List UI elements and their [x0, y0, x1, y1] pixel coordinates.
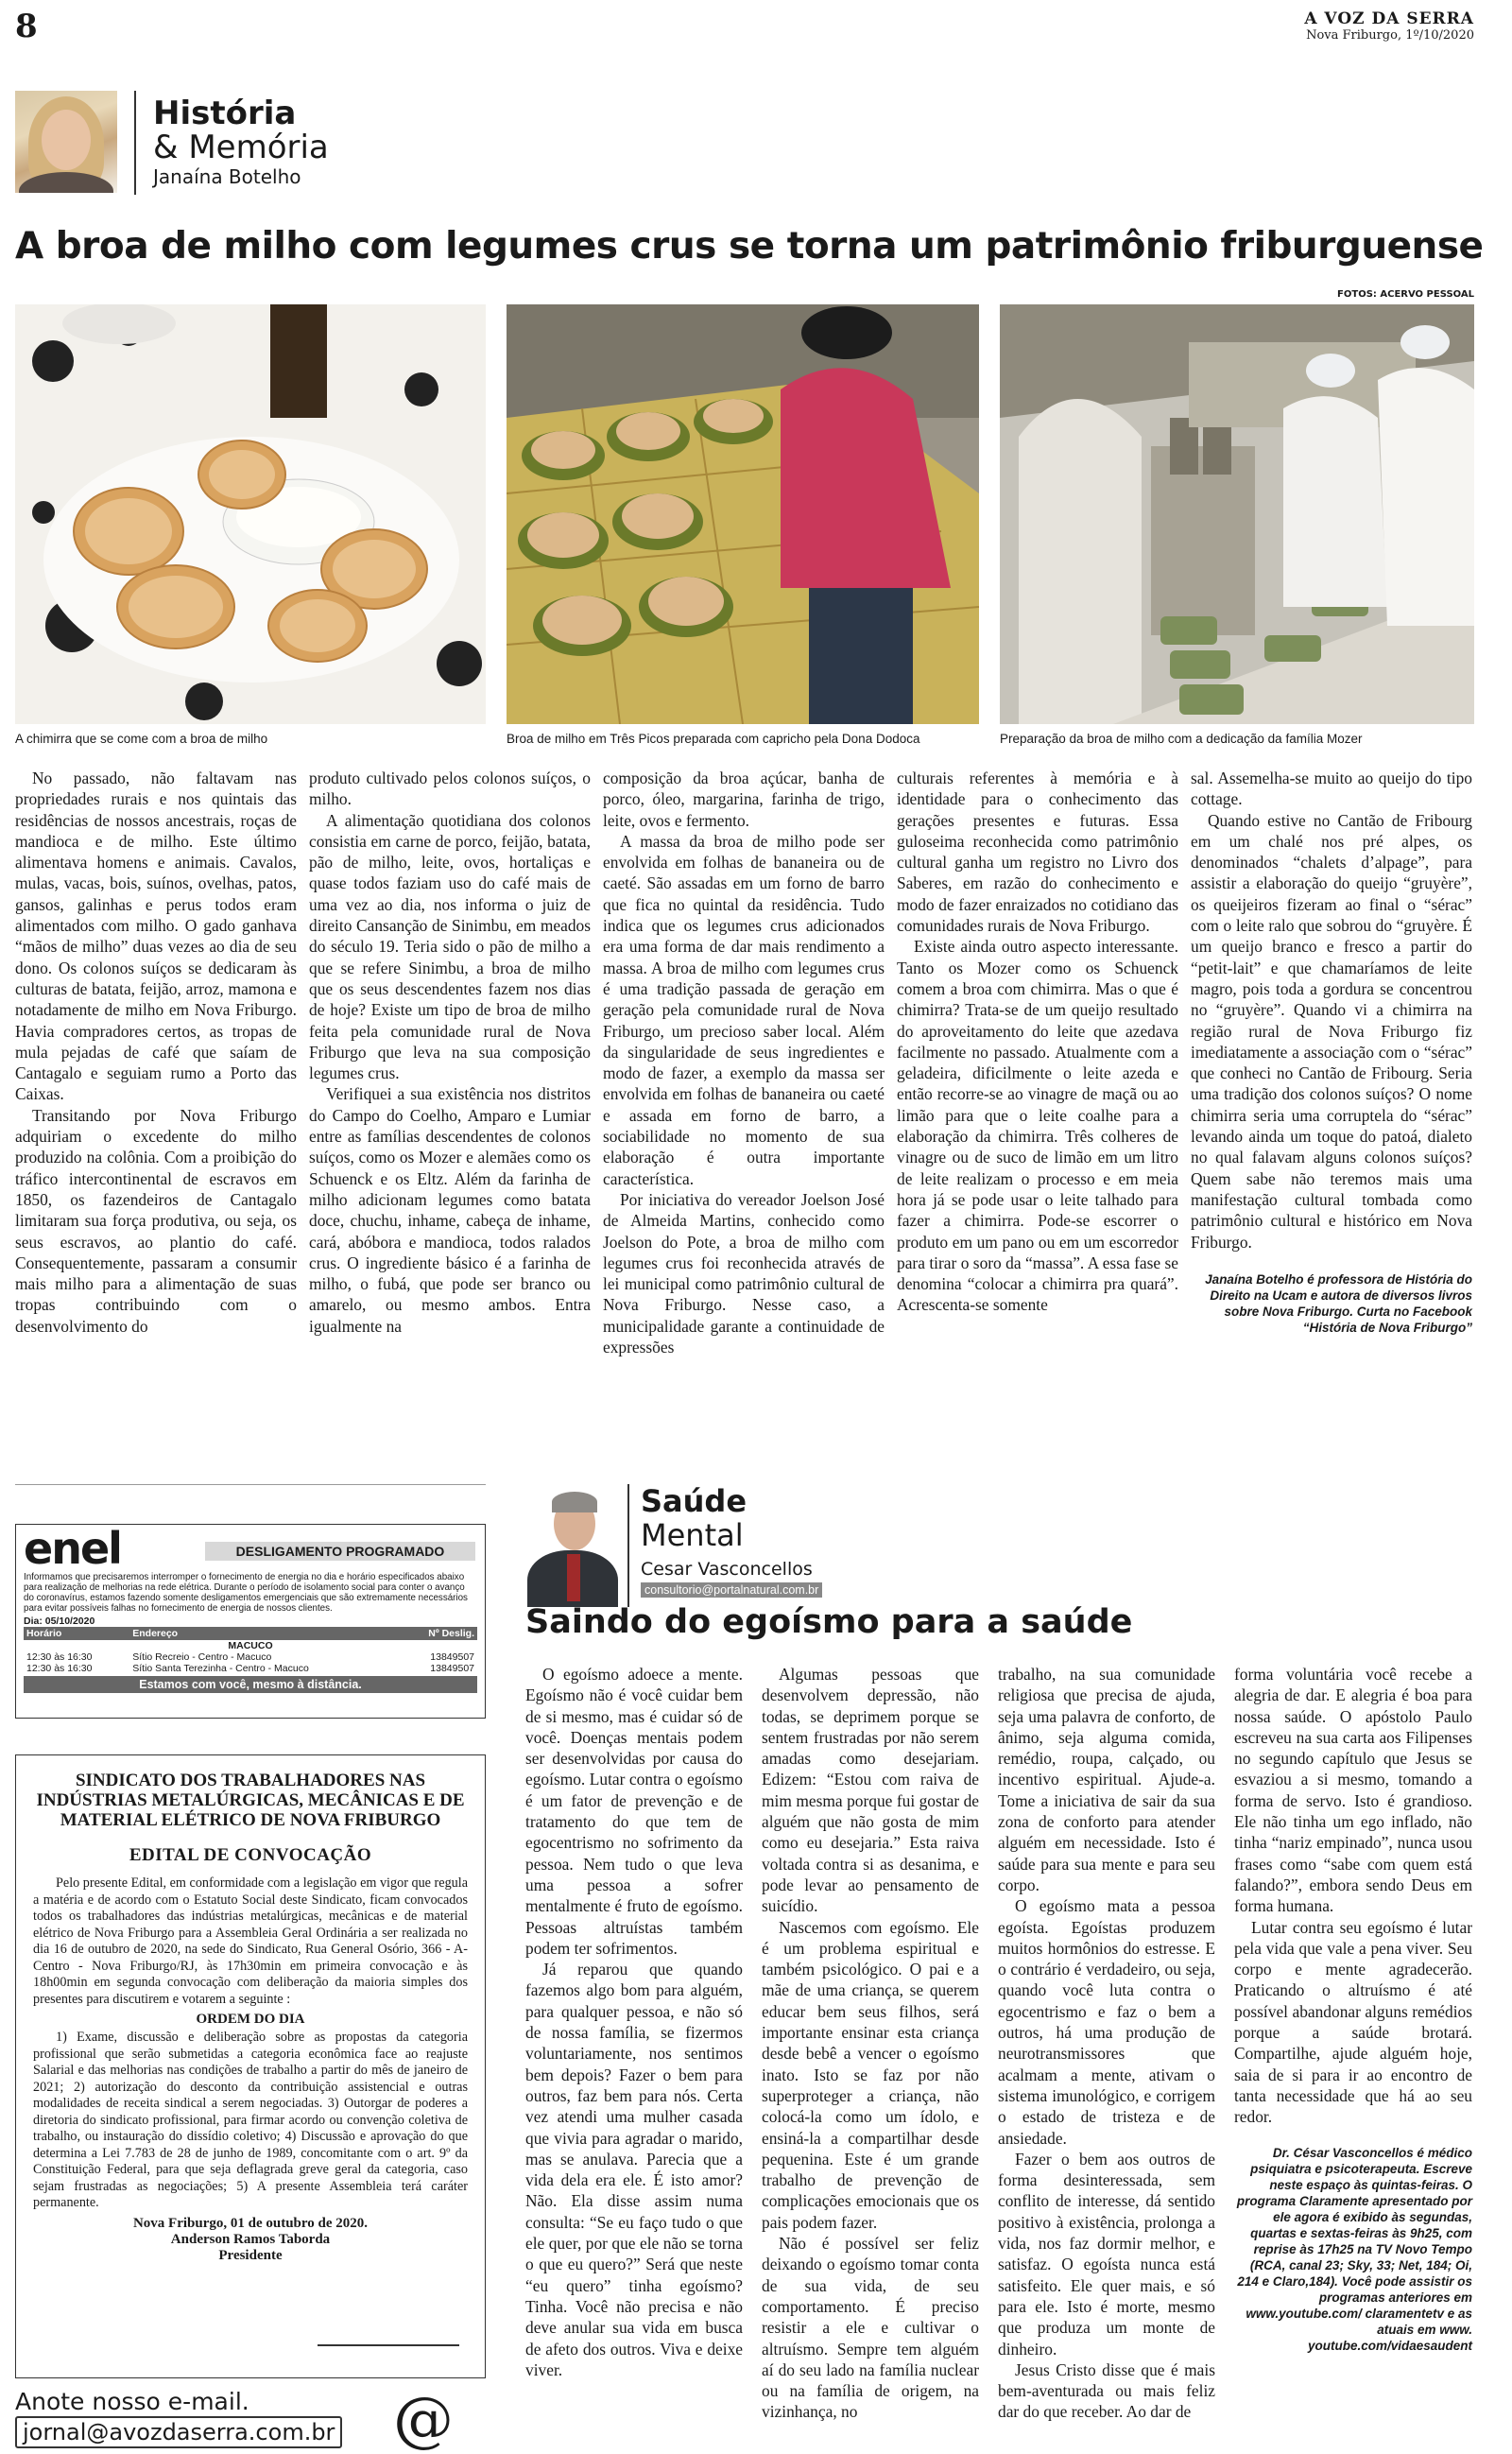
paragraph: Não é possível ser feliz deixando o egoísmo tomar conta de sua vida, de seu comportamento. É preciso resistir a ele e cultivar o altruísmo. Sempre tem alguém aí do seu lado na família nuclear ou na família de origem, na vizinhança, no [762, 2234, 979, 2422]
enel-time: 12:30 às 16:30 [26, 1651, 93, 1663]
paragraph: Já reparou que quando fazemos algo bom para alguém, para qualquer pessoa, e não só de nossa família, se fizermos voluntariamente, nos sentimos bem depois? Fazer o bem para outros, faz bem para nós. Certa vez atendi uma mulher casada que vivia para agradar o marido, mas se anulava. Parecia que a vida dela era ele. É isto amor? Não. Ela disse assim numa consulta: “Se eu faço tudo o que ele quer, por que ele não se torna o que eu quero?” Será que neste “eu quero” tinha egoísmo? Tinha. Você não precisa e não deve anular sua vida em busca de afeto dos outros. Viva e deixe viver. [525, 1960, 743, 2379]
column-title [134, 91, 329, 195]
article-column-2 [309, 768, 591, 1337]
paragraph: Existe ainda outro aspecto interessante. Tanto os Mozer como os Schuenck comem a broa com chimirra. Mas o que é chimirra? Trata-se de um queijo resultado do aproveitamento do leite que azedava facilmente no passado. Atualmente com a geladeira, dificilmente o leite azeda e então recorre-se ao vinagre de maçã ou ao limão para que o leite coalhe para a elaboração da chimirra. Três colheres de vinagre ou de suco de limão em um litro de leite realizam o processo e em meia hora já se pode usar o leite talhado para fazer a chimirra. Pode-se escorrer o produto em um pano ou em um escorredor para tirar o soro da “massa”. A essa fase se denomina “colocar a chimirra pra quará”. Acrescenta-se somente [897, 937, 1178, 1315]
enel-time: 12:30 às 16:30 [26, 1663, 93, 1674]
photo-tres-picos [507, 304, 979, 724]
saude-column-2 [762, 1664, 979, 2423]
paragraph: A alimentação quotidiana dos colonos consistia em carne de porco, feijão, batata, pão de milho, leite, ovos, hortaliças e quase todos faziam uso do café mais de uma vez ao dia, nos informa o juiz de direito Cansanção de Sinimbu, em meados do século 19. Teria sido o pão de milho a que se refere Sinimbu, a broa de milho que os seus descendentes fazem nos dias de hoje? Existe um tipo de broa de milho feita pela comunidade rural de Nova Friburgo que leva na sua composição legumes crus. [309, 810, 591, 1083]
photo-chimirra [15, 304, 486, 724]
edital-body: Pelo presente Edital, em conformidade com a legislação em vigor que regula a matéria e de acordo com o Estatuto Social deste Sindicato, ficam convocados todos os trabalhadores das indústrias metalúrgicas, mecânicas e de material elétrico de Nova Friburgo para a Assembleia Geral Ordinária a ser realizada no dia 16 de outubro de 2020, na sede do Sindicato, Rua General Osório, 366 - A- Centro - Nova Friburgo/RJ, às 17h30min em primeira convocação e às 18h00min em segunda convocação com deliberação da maioria simples dos presentes para discutirem e votarem a seguinte : [33, 1875, 468, 2007]
saude-headline: Saindo do egoísmo para a saúde [525, 1603, 1133, 1641]
saude-author-bio: Dr. César Vasconcellos é médico psiquiatra e psicoterapeuta. Escreve neste espaço às quintas-feiras. O programa Claramente apresentado por ele agora é exibido às segundas, quartas e sextas-feiras às 9h25, com reprise às 17h25 na TV Novo Tempo (RCA, canal 23; Sky, 33; Net, 184; Oi, 214 e Claro,184). Você pode assistir os programas anteriores em www.youtube.com/ claramentetv e as atuais em www. youtube.com/vidaesaudent [1236, 2145, 1472, 2353]
photo-credit: FOTOS: ACERVO PESSOAL [1337, 289, 1474, 300]
paragraph: O egoísmo mata a pessoa egoísta. Egoístas produzem muitos hormônios do estresse. E o contrário é verdadeiro, ou seja, quando você luta contra o egocentrismo e faz o bem a outros, há uma produção de neurotransmissores que acalmam a mente, ativam o sistema imunológico, e corrigem o estado de tristeza e de ansiedade. [998, 1896, 1215, 2148]
saude-column-1 [525, 1664, 743, 2380]
photo-caption-2: Broa de milho em Três Picos preparada com capricho pela Dona Dodoca [507, 732, 920, 746]
author-bio: Janaína Botelho é professora de História do Direito na Ucam e autora de diversos livros sobre Nova Friburgo. Curta no Facebook “História de Nova Friburgo” [1205, 1271, 1472, 1335]
saude-column-title [627, 1484, 822, 1607]
sindicato-header: SINDICATO DOS TRABALHADORES NAS INDÚSTRIAS METALÚRGICAS, MECÂNICAS E DE MATERIAL ELÉTRICO DE NOVA FRIBURGO [36, 1771, 465, 1830]
paragraph: No passado, não faltavam nas propriedades rurais e nos quintais das residências de nossos ancestrais, roças de mandioca e de milho. Este último alimentava homens e animais. Cavalos, mulas, vacas, bois, suínos, ovelhas, patos, gansos, galinhas e perus todos eram alimentados com milho. O gado ganhava “mãos de milho” duas vezes ao dia de seu dono. Os colonos suíços se dedicaram às culturas de batata, feijão, arroz, mamona e notadamente de milho em Nova Friburgo. Havia compradores certos, as tropas de mula pejadas de café que saíam de Cantagalo e seguiam rumo a Porto das Caixas. [15, 769, 297, 1104]
author-portrait [525, 1484, 620, 1607]
paragraph: Algumas pessoas que desenvolvem depressão, não todas, se deprimem porque se sentem frustradas por não serem amadas como desejariam. Edizem: “Estou com raiva de mim mesma porque fui gostar de alguém que não gosta de mim como eu desejaria.” Esta raiva voltada contra si as desanima, e pode levar ao pensamento de suicídio. [762, 1665, 979, 1916]
column-author: Janaína Botelho [153, 165, 301, 188]
enel-number: 13849507 [430, 1663, 474, 1674]
enel-notice [15, 1524, 486, 1719]
enel-title: DESLIGAMENTO PROGRAMADO [205, 1542, 475, 1561]
enel-day: Dia: 05/10/2020 [24, 1616, 95, 1627]
masthead [1304, 9, 1474, 43]
saude-column-3 [998, 1664, 1215, 2423]
table-row [24, 1651, 477, 1663]
article-column-4 [897, 768, 1178, 1316]
paragraph: O egoísmo adoece a mente. Egoísmo não é você cuidar bem de si mesmo, mas é cuidar só de você. Doenças mentais podem ser desenvolvidas por causa do egoísmo. Lutar contra o egoísmo é um fator de prevenção e de tratamento do que tem de egocentrismo no sofrimento da pessoa. Nem tudo o que leva uma pessoa a sofrer mentalmente é fruto de egoísmo. Pessoas altruístas também podem ter sofrimentos. [525, 1665, 743, 1958]
column-title-main: História [153, 95, 297, 132]
saude-title-main: Saúde [641, 1483, 747, 1519]
paragraph: trabalho, na sua comunidade religiosa que precisa de ajuda, seja uma palavra de conforto, de ânimo, seja alguma comida, remédio, roupa, calçado, ou incentivo espiritual. Ajude-a. Tome a iniciativa de sair da sua zona de conforto para atender alguém em necessidade. Isto é saúde para sua mente e para seu corpo. [998, 1665, 1215, 1894]
edital-role: Presidente [218, 2247, 283, 2263]
saude-author: Cesar Vasconcellos [641, 1559, 813, 1580]
ordem-do-dia: ORDEM DO DIA [196, 2012, 305, 2027]
paragraph: culturais referentes à memória e à identidade para o conhecimento das gerações presentes e futuras. Essa guloseima reconhecida como patrimônio cultural ganha um registro no Livro dos Saberes, em razão do conhecimento e modo de fazer enraizados no cotidiano das comunidades rurais de Nova Friburgo. [897, 769, 1178, 936]
column-title-sub: & Memória [153, 129, 329, 166]
ordem-items: 1) Exame, discussão e deliberação sobre as propostas da categoria profissional que serão submetidas a categoria econômica face ao reajuste Salarial e das melhorias nas condições de trabalho a partir do mês de janeiro de 2021; 2) autorização do desconto da contribuição assistencial e outras modalidades de receita sindical a serem negociadas. 3) Outorgar de poderes a diretoria do sindicato profissional, para firmar acordo ou convenção coletiva de trabalho, ou instauração do dissídio coletivo; 4) Discussão e aprovação do que determina a Lei 7.783 de 28 de junho de 1989, concomitante com o art. 9º da Constituição Federal, para que seja deflagrada greve geral da categoria, caso sejam frustradas as negociações; 5) A presente Assembleia terá caráter permanente. [33, 2030, 468, 2210]
paragraph: composição da broa açúcar, banha de porco, óleo, margarina, farinha de trigo, leite, ovos e fermento. [603, 769, 885, 830]
paragraph: Quando estive no Cantão de Fribourg em um chalé nos pré alpes, os denominados “chalets d’alpage”, para assistir a elaboração do queijo “gruyère”, os queijeiros fizeram ao final o “sérac” com o leite ralo que sobrou do “gruyère. É um queijo branco e fresco a partir do “petit-lait” e que chamaríamos de leite magro, pois toda a gordura se concentrou no “gruyère”. Quando vi a chimirra na região rural de Nova Friburgo fiz imediatamente a associação com o “sérac” que conheci no Cantão de Fribourg. Seria uma tradição dos colonos suíços? O nome chimirra seria uma corruptela do “sérac” levando ainda um toque do patoá, dialeto no qual falavam alguns colonos suíços? Quem sabe não teremos mais uma manifestação cultural tombada como patrimônio cultural e histórico em Nova Friburgo. [1191, 810, 1472, 1252]
table-row [24, 1663, 477, 1674]
paragraph: Transitando por Nova Friburgo adquiriam o excedente do milho produzido na colônia. Com a proibição do tráfico intercontinental de escravos em 1850, os fazendeiros de Cantagalo limitaram sua força produtiva, ou seja, os seus escravos, ao plantio do café. Consequentemente, passaram a consumir mais milho para a alimentação de suas tropas contribuindo com o desenvolvimento do [15, 1105, 297, 1336]
saude-column-header [525, 1484, 822, 1607]
saude-email[interactable]: consultorio@portalnatural.com.br [641, 1582, 822, 1598]
article-column-3 [603, 768, 885, 1357]
page-number: 8 [15, 8, 38, 45]
sindicato-notice [15, 1754, 486, 2378]
email-promo-text: Anote nosso e-mail. [15, 2388, 249, 2415]
enel-logo: enel [24, 1523, 121, 1574]
paragraph: sal. Assemelha-se muito ao queijo do tipo cottage. [1191, 769, 1472, 809]
email-address[interactable]: jornal@avozdaserra.com.br [15, 2416, 342, 2448]
edital-date: Nova Friburgo, 01 de outubro de 2020. [132, 2215, 369, 2231]
edital-title: EDITAL DE CONVOCAÇÃO [129, 1845, 372, 1865]
enel-number: 13849507 [430, 1651, 474, 1663]
article-column-1 [15, 768, 297, 1337]
enel-header: Nº Deslig. [401, 1627, 477, 1640]
enel-header: Horário [24, 1627, 129, 1640]
section-divider [15, 1484, 486, 1485]
enel-intro: Informamos que precisaremos interromper o fornecimento de energia no dia e horário especificados abaixo para realização de melhorias na rede elétrica. Durante o período de isolamento social para conter o avanço do coronavírus, estamos fazendo somente desligamentos emergenciais que são extremamente necessários para evitar possíveis falhas no fornecimento de energia de nossos clientes. [24, 1572, 468, 1614]
paragraph: forma voluntária você recebe a alegria de dar. E alegria é boa para nossa saúde. O apóstolo Paulo escreveu na sua carta aos Filipenses no segundo capítulo que Jesus se esvaziou a si mesmo, tomando a forma de servo. Isto é grandioso. Ele não tinha um ego inflado, não tinha “nariz empinado”, nunca usou frases como “sabe com quem está falando?”, embora sendo Deus em forma humana. [1234, 1665, 1472, 1916]
photo-caption-3: Preparação da broa de milho com a dedicação da família Mozer [1000, 732, 1363, 746]
enel-table [24, 1627, 477, 1674]
paragraph: Verifiquei a sua existência nos distritos do Campo do Coelho, Amparo e Lumiar entre as famílias descendentes de colonos suíços, como os Mozer e alemães como os Schuenck e os Eltz. Além da farinha de milho adicionam legumes como batata doce, chuchu, inhame, cabeça de inhame, cará, abóbora e mandioca, todos ralados crus. O ingrediente básico é a farinha de milho, o fubá, que pode ser branco ou amarelo, ou mesmo ambos. Entra igualmente na [309, 1084, 591, 1336]
paragraph: Nascemos com egoísmo. Ele é um problema espiritual e também psicológico. O pai e a mãe de uma criança, se querem educar bem seus filhos, será importante ensinar esta criança desde bebê a vencer o egoísmo inato. Isto se faz por não superproteger a criança, não colocá-la como um ídolo, e ensiná-la a compartilhar desde pequenina. Este é um grande trabalho de prevenção de complicações emocionais que os pais podem fazer. [762, 1917, 979, 2232]
edital-signatory: Anderson Ramos Taborda [170, 2231, 331, 2247]
paragraph: Por iniciativa do vereador Joelson José de Almeida Martins, conhecido como Joelson do Pote, a broa de milho com legumes crus foi reconhecida através de lei municipal como patrimônio cultural de Nova Friburgo. Nesse caso, a municipalidade garante a continuidade de expressões [603, 1189, 885, 1357]
paragraph: Lutar contra seu egoísmo é lutar pela vida que vale a pena viver. Seu corpo e mente agradecerão. Praticando o altruísmo é até possível abandonar alguns remédios porque a saúde brotará. Compartilhe, ajude alguém hoje, saia de si para ir ao encontro de tanta necessidade que há ao seu redor. [1234, 1917, 1472, 2127]
enel-address: Sítio Santa Terezinha - Centro - Macuco [132, 1663, 309, 1674]
photo-caption-1: A chimirra que se come com a broa de milho [15, 732, 268, 746]
enel-footer: Estamos com você, mesmo à distância. [24, 1676, 477, 1693]
saude-title-sub: Mental [641, 1517, 744, 1553]
saude-column-4 [1234, 1664, 1472, 2354]
at-sign-icon: @ [393, 2385, 454, 2454]
email-promo [15, 2385, 497, 2454]
article-column-5 [1191, 768, 1472, 1336]
enel-header: Endereço [129, 1627, 400, 1640]
article-headline: A broa de milho com legumes crus se torna um patrimônio friburguense [15, 225, 1484, 268]
author-portrait [15, 91, 117, 193]
paragraph: Jesus Cristo disse que é mais bem-aventurada ou mais feliz dar do que receber. Ao dar de [998, 2359, 1215, 2422]
enel-address: Sítio Recreio - Centro - Macuco [132, 1651, 272, 1663]
edition-date: Nova Friburgo, 1º/10/2020 [1306, 28, 1474, 43]
paragraph: produto cultivado pelos colonos suíços, o milho. [309, 769, 591, 809]
photo-familia-mozer [1000, 304, 1474, 724]
newspaper-name: A VOZ DA SERRA [1304, 9, 1474, 28]
paragraph: A massa da broa de milho pode ser envolvida em folhas de bananeira ou de caeté. São assadas em um forno de barro que fica no quintal da residência. Tudo indica que os legumes crus adicionados era uma forma de dar mais rendimento a massa. A broa de milho com legumes crus é uma tradição passada de geração em geração pela comunidade rural de Nova Friburgo, um precioso saber local. Além da singularidade de seus ingredientes e modo de fazer, a exemplo da massa ser envolvida em folhas de bananeira ou caeté e assada em forno de barro, a sociabilidade no momento de sua elaboração é outra importante característica. [603, 831, 885, 1188]
enel-location: MACUCO [228, 1640, 273, 1651]
column-header [15, 91, 329, 195]
paragraph: Fazer o bem aos outros de forma desinteressada, sem conflito de interesse, dá sentido positivo à existência, prolonga a vida, nos faz dormir melhor, e satisfaz. O egoísta nunca está satisfeito. Ele quer mais, e só para ele. Isto é morte, mesmo que produza um monte de dinheiro. [998, 2149, 1215, 2359]
